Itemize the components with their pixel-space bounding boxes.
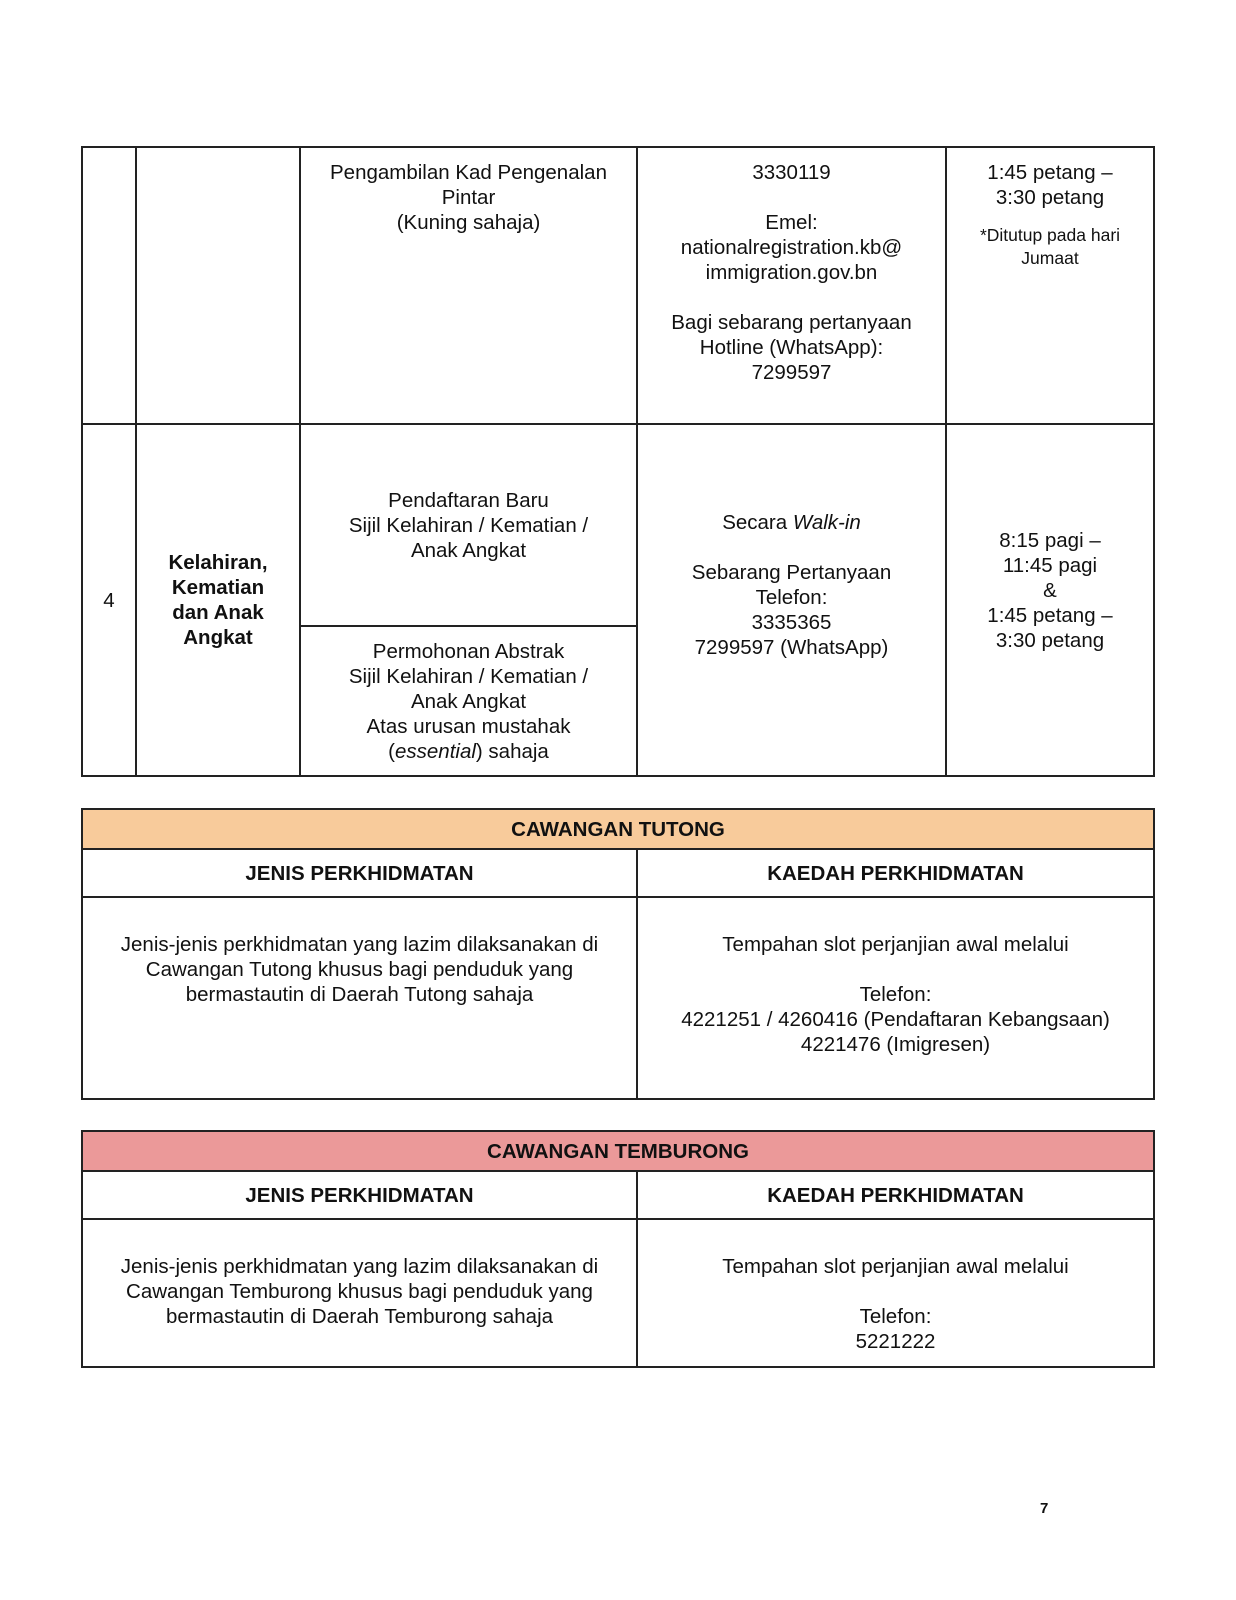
service-text: Anak Angkat	[410, 689, 527, 713]
contact-cell	[637, 424, 946, 776]
table-row	[82, 897, 1154, 1099]
service-cell	[300, 626, 637, 776]
contact-email: nationalregistration.kb@	[680, 236, 903, 259]
row-number-cell	[82, 147, 136, 424]
services-cell	[82, 1219, 637, 1367]
table-row	[82, 1219, 1154, 1367]
hours-text: 3:30 petang	[995, 628, 1105, 652]
category-text: Angkat	[183, 626, 253, 649]
hours-cell	[946, 424, 1154, 776]
hours-text: 8:15 pagi –	[999, 528, 1101, 552]
category-text: dan Anak	[172, 601, 264, 624]
method-phone: 4221251 / 4260416 (Pendaftaran Kebangsaan)	[681, 1008, 1110, 1031]
table-title: CAWANGAN TEMBURONG	[82, 1131, 1154, 1171]
method-text: Tempahan slot perjanjian awal melalui	[722, 1255, 1069, 1278]
method-cell	[637, 1219, 1154, 1367]
services-text: bermastautin di Daerah Temburong sahaja	[165, 1305, 554, 1328]
row-number-cell: 4	[82, 424, 136, 776]
services-table	[81, 146, 1155, 777]
hours-text: 3:30 petang	[995, 186, 1105, 209]
column-header: JENIS PERKHIDMATAN	[82, 849, 637, 897]
service-cell	[300, 424, 637, 626]
hours-note: Jumaat	[1021, 248, 1079, 268]
contact-hotline: 7299597	[751, 361, 832, 384]
method-text: Telefon:	[859, 1305, 932, 1328]
table-header-row	[82, 849, 1154, 897]
contact-phone: 3330119	[752, 161, 831, 184]
service-text: Anak Angkat	[410, 538, 527, 562]
service-text: (Kuning sahaja)	[396, 211, 541, 234]
method-text: Tempahan slot perjanjian awal melalui	[722, 933, 1069, 956]
contact-email: immigration.gov.bn	[705, 261, 878, 284]
method-phone: 4221476 (Imigresen)	[800, 1033, 991, 1056]
hours-text: &	[1043, 578, 1057, 602]
hours-text: 1:45 petang –	[987, 161, 1113, 184]
hours-note: *Ditutup pada hari	[979, 225, 1121, 245]
table-title-row	[82, 809, 1154, 849]
services-text: Cawangan Temburong khusus bagi penduduk yang	[126, 1280, 593, 1303]
contact-phone: 7299597 (WhatsApp)	[694, 636, 889, 659]
contact-hotline: Bagi sebarang pertanyaan	[671, 311, 912, 334]
service-text: Pendaftaran Baru	[388, 488, 549, 512]
service-text: (essential) sahaja	[388, 739, 549, 763]
table-title-row	[82, 1131, 1154, 1171]
category-cell	[136, 147, 300, 424]
category-text: Kelahiran,	[168, 551, 268, 574]
method-walk-in: Secara Walk-in	[722, 511, 861, 534]
category-text: Kematian	[171, 576, 265, 599]
service-text: Permohonan Abstrak	[372, 639, 565, 663]
service-text: Atas urusan mustahak	[366, 714, 571, 738]
category-cell	[136, 424, 300, 776]
table-header-row	[82, 1171, 1154, 1219]
method-cell	[637, 897, 1154, 1099]
table-title: CAWANGAN TUTONG	[82, 809, 1154, 849]
services-text: Jenis-jenis perkhidmatan yang lazim dilaksanakan di	[120, 1255, 599, 1278]
services-text: bermastautin di Daerah Tutong sahaja	[185, 983, 534, 1006]
temburong-table	[81, 1130, 1155, 1368]
page-number: 7	[1040, 1500, 1049, 1517]
contact-phone: 3335365	[751, 611, 832, 634]
table-row	[82, 147, 1154, 424]
service-text: Sijil Kelahiran / Kematian /	[348, 664, 589, 688]
contact-text: Telefon:	[755, 586, 828, 609]
services-text: Cawangan Tutong khusus bagi penduduk yang	[145, 958, 574, 981]
column-header: KAEDAH PERKHIDMATAN	[637, 849, 1154, 897]
contact-text: Sebarang Pertanyaan	[691, 561, 892, 584]
method-phone: 5221222	[855, 1330, 936, 1353]
tutong-table	[81, 808, 1155, 1100]
method-text: Telefon:	[859, 983, 932, 1006]
hours-cell	[946, 147, 1154, 424]
contact-cell	[637, 147, 946, 424]
column-header: KAEDAH PERKHIDMATAN	[637, 1171, 1154, 1219]
hours-text: 11:45 pagi	[1002, 553, 1098, 577]
service-text: Sijil Kelahiran / Kematian /	[348, 513, 589, 537]
contact-email-label: Emel:	[765, 211, 818, 234]
column-header: JENIS PERKHIDMATAN	[82, 1171, 637, 1219]
contact-hotline: Hotline (WhatsApp):	[699, 336, 884, 359]
hours-text: 1:45 petang –	[987, 603, 1113, 627]
service-text: Pintar	[441, 186, 496, 209]
service-cell	[300, 147, 637, 424]
services-text: Jenis-jenis perkhidmatan yang lazim dilaksanakan di	[120, 933, 599, 956]
service-text: Pengambilan Kad Pengenalan	[330, 161, 607, 184]
table-row	[82, 424, 1154, 626]
services-cell	[82, 897, 637, 1099]
